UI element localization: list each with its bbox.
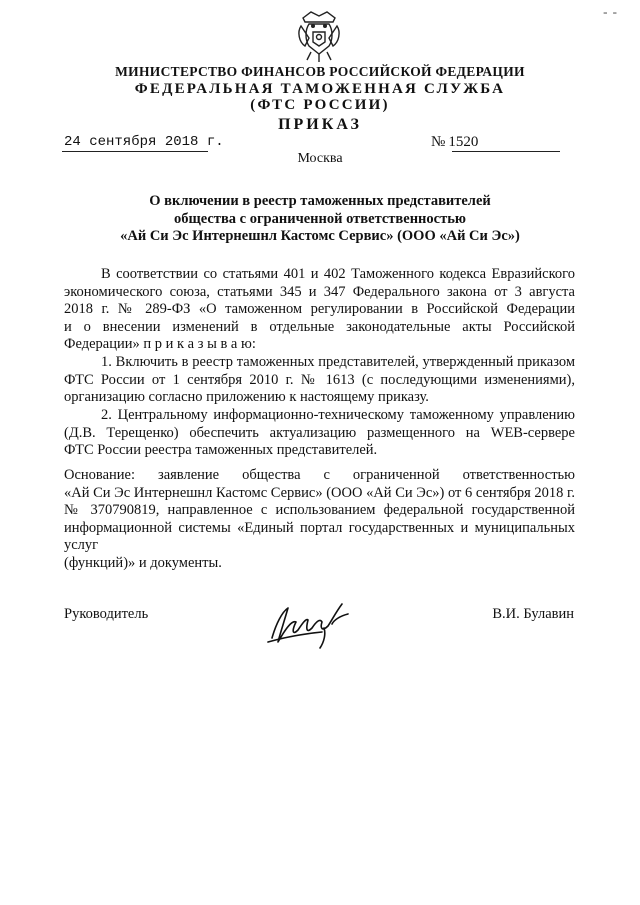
order-title <box>90 193 550 246</box>
corner-mark: - - <box>603 4 618 19</box>
text-line: «Ай Си Эс Интернешнл Кастомс Сервис» (ООО «Ай Си Эс») от 6 сентября 2018 г. <box>64 484 575 501</box>
text-line: и о внесении изменений в отдельные законодательные акты Российской <box>64 318 575 335</box>
order-date: 24 сентября 2018 г. <box>64 134 224 150</box>
text-line: ФТС России от 1 сентября 2010 г. № 1613 (с последующими изменениями), <box>64 371 575 388</box>
text-line: № 370790819, направленное с использованием федеральной государственной <box>64 502 575 519</box>
service-heading: ФЕДЕРАЛЬНАЯ ТАМОЖЕННАЯ СЛУЖБА <box>134 81 506 97</box>
service-short-heading: (ФТС РОССИИ) <box>250 97 390 113</box>
number-prefix: № <box>431 134 446 150</box>
text-line: Основание: заявление общества с ограниченной ответственностью <box>64 467 575 483</box>
text-line: Федерации» п р и к а з ы в а ю: <box>64 336 256 353</box>
document-type-heading: ПРИКАЗ <box>278 116 362 133</box>
preamble-paragraph <box>64 266 575 354</box>
text-line: В соответствии со статьями 401 и 402 Таможенного кодекса Евразийского <box>101 266 575 282</box>
item1-paragraph <box>64 354 575 407</box>
signature-image <box>262 598 358 652</box>
text-line: 2018 г. № 289-ФЗ «О таможенном регулировании в Российской Федерации <box>64 301 575 318</box>
title-line: общества с ограниченной ответственностью <box>174 210 466 227</box>
text-line: экономического союза, статьями 345 и 347 Федерального закона от 3 августа <box>64 283 575 300</box>
text-line: информационной системы «Единый портал государственных и муниципальных услуг <box>64 519 575 554</box>
text-line: 1. Включить в реестр таможенных представителей, утвержденный приказом <box>101 354 575 370</box>
text-line: ФТС России реестра таможенных представителей. <box>64 442 378 459</box>
number-value: 1520 <box>448 134 479 150</box>
text-line: 2. Центральному информационно-техническому таможенному управлению <box>101 407 575 423</box>
basis-paragraph <box>64 467 575 573</box>
order-number <box>431 134 478 151</box>
text-line: организацию согласно приложению к настоящему приказу. <box>64 389 429 406</box>
signatory-position: Руководитель <box>64 606 149 622</box>
signatory-name: В.И. Булавин <box>492 606 574 622</box>
title-line: О включении в реестр таможенных представителей <box>149 193 491 209</box>
coat-of-arms-icon <box>295 8 343 66</box>
ministry-heading: МИНИСТЕРСТВО ФИНАНСОВ РОССИЙСКОЙ ФЕДЕРАЦИИ <box>115 64 525 79</box>
text-line: (функций)» и документы. <box>64 554 222 571</box>
text-line: (Д.В. Терещенко) обеспечить актуализацию размещенного на WEB-сервере <box>64 424 575 441</box>
item2-paragraph <box>64 407 575 460</box>
city: Москва <box>297 151 343 166</box>
title-line: «Ай Си Эс Интернешнл Кастомс Сервис» (ООО «Ай Си Эс») <box>120 228 520 244</box>
